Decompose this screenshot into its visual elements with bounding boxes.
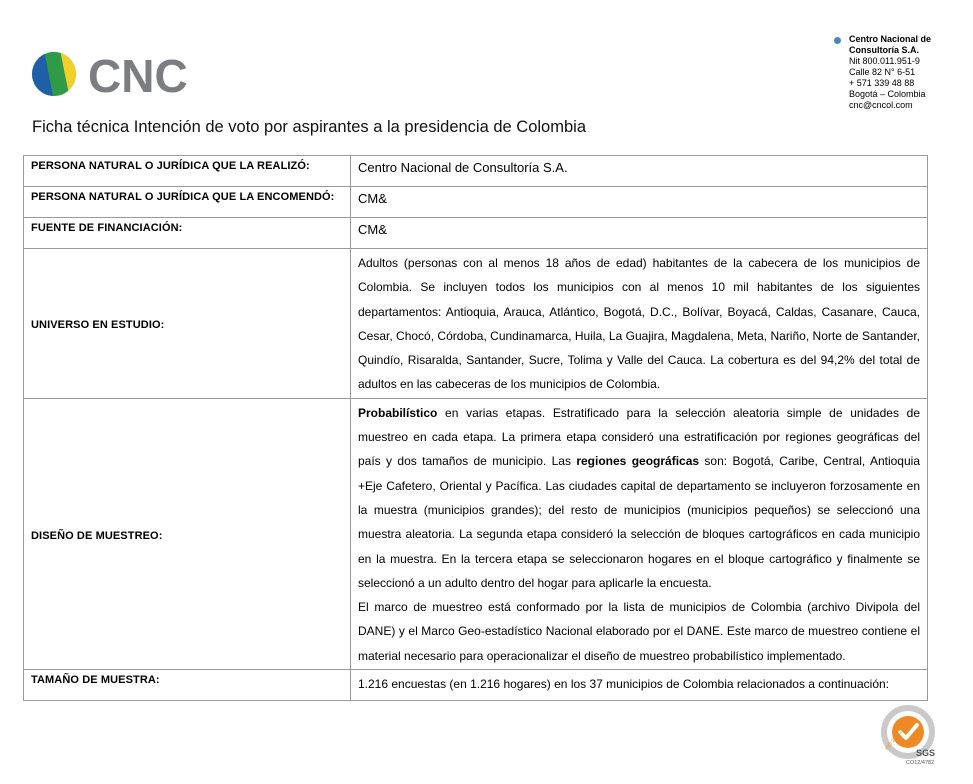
- row-value-financiacion: CM&: [351, 218, 928, 249]
- diseno-text-2: son: Bogotá, Caribe, Central, Antioquia +Eje Cafetero, Oriental y Pacífica. Las ciudades capital de departamento se incluyeron forzosamente en la muestra (municipios grandes); del resto de municipios (municipios pequeños) se seleccionó una muestra aleatoria. La segunda etapa consideró la selección de bloques cartográficos en cada municipio en la muestra. En la tercera etapa se seleccionaron hogares en el bloque cartográfico y finalmente se seleccionó a un adulto dentro del hogar para aplicarle la encuesta.: [358, 454, 920, 590]
- row-value-universo: Adultos (personas con al menos 18 años de edad) habitantes de la cabecera de los municipios de Colombia. Se incluyen todos los municipios con al menos 10 mil habitantes de los siguientes departamentos: Antioquia, Arauca, Atlántico, Bogotá, D.C., Bolívar, Boyacá, Caldas, Casanare, Cauca, Cesar, Chocó, Córdoba, Cundinamarca, Huila, La Guajira, Magdalena, Meta, Nariño, Norte de Santander, Quindío, Risaralda, Santander, Sucre, Tolima y Valle del Cauca. La cobertura es del 94,2% del total de adultos en las cabeceras de los municipios de Colombia.: [351, 249, 928, 399]
- table-row: [24, 187, 928, 218]
- row-label-diseno: DISEÑO DE MUESTREO:: [24, 398, 351, 669]
- cnc-logo-graphic: [30, 40, 230, 110]
- table-row: [24, 398, 928, 669]
- row-label-financiacion: FUENTE DE FINANCIACIÓN:: [24, 218, 351, 249]
- row-value-encomendo: CM&: [351, 187, 928, 218]
- sgs-seal-icon: [878, 704, 942, 766]
- row-label-realizo: PERSONA NATURAL O JURÍDICA QUE LA REALIZÓ:: [24, 156, 351, 187]
- row-value-tamano: 1.216 encuestas (en 1.216 hogares) en los 37 municipios de Colombia relacionados a continuación:: [351, 670, 928, 701]
- row-label-tamano: TAMAÑO DE MUESTRA:: [24, 670, 351, 701]
- company-nit: Nit 800.011.951-9: [849, 56, 920, 66]
- cert-ring-text: ISO 20252: [883, 729, 904, 752]
- company-name-line-2: Consultoría S.A.: [849, 45, 920, 55]
- diseno-text-1: en varias etapas. Estratificado para la selección aleatoria simple de unidades de muestreo en cada etapa. La primera etapa consideró una estratificación por regiones geográficas del país y dos tamaños de municipio. Las: [358, 405, 920, 469]
- bullet-dot-icon: [834, 37, 841, 44]
- company-phone: + 571 339 48 88: [849, 78, 915, 88]
- company-info: [834, 34, 931, 111]
- company-email: cnc@cncol.com: [849, 100, 913, 110]
- row-label-universo: UNIVERSO EN ESTUDIO:: [24, 249, 351, 399]
- document-title: Ficha técnica Intención de voto por aspirantes a la presidencia de Colombia: [32, 118, 586, 136]
- cert-code: CO12/4782: [906, 760, 935, 766]
- table-row: [24, 156, 928, 187]
- sgs-certification-seal: [878, 704, 942, 766]
- cert-brand: SGS: [916, 748, 936, 758]
- company-city: Bogotá – Colombia: [849, 89, 926, 99]
- diseno-bold-regiones: regiones geográficas: [576, 454, 700, 469]
- cnc-logo-circle-icon: [30, 50, 80, 100]
- diseno-paragraph-2: El marco de muestreo está conformado por la lista de municipios de Colombia (archivo Divipola del DANE) y el Marco Geo-estadístico Nacional elaborado por el DANE. Este marco de muestreo contiene el material necesario para operacionalizar el diseño de muestreo probabilístico implementado.: [358, 600, 920, 663]
- table-row: [24, 670, 928, 701]
- diseno-paragraph-1: [358, 401, 920, 595]
- row-value-realizo: Centro Nacional de Consultoría S.A.: [351, 156, 928, 187]
- ficha-tecnica-table: [23, 155, 928, 701]
- company-name-line-1: Centro Nacional de: [849, 34, 932, 44]
- table-row: [24, 218, 928, 249]
- cnc-logo: [30, 40, 230, 110]
- row-value-diseno: [351, 398, 928, 669]
- row-label-encomendo: PERSONA NATURAL O JURÍDICA QUE LA ENCOMENDÓ:: [24, 187, 351, 218]
- diseno-bold-probabilistico: Probabilístico: [358, 405, 438, 420]
- cnc-logo-text: CNC: [88, 50, 188, 102]
- company-address: Calle 82 N° 6-51: [849, 67, 916, 77]
- table-row: [24, 249, 928, 399]
